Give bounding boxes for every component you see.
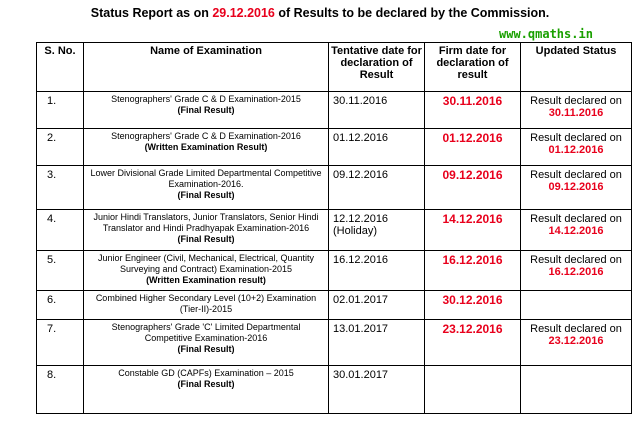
status-report-table [36, 42, 632, 414]
title-suffix: of Results to be declared by the Commission. [274, 6, 550, 20]
exam-name: Stenographers' Grade C & D Examination-2015 [111, 94, 301, 104]
cell-tentative-date: 01.12.2016 [329, 129, 425, 166]
cell-exam [84, 251, 329, 291]
exam-result-type: (Written Examination Result) [144, 142, 268, 152]
exam-name: Junior Engineer (Civil, Mechanical, Electrical, Quantity Surveying and Contract) Examination-2015 [97, 253, 315, 274]
cell-tentative-date: 09.12.2016 [329, 166, 425, 210]
status-text: Result declared on [530, 95, 622, 107]
table-header-row [37, 43, 632, 92]
cell-status [521, 92, 632, 129]
cell-exam [84, 210, 329, 251]
cell-sno: 8. [37, 366, 84, 414]
cell-firm-date: 01.12.2016 [425, 129, 521, 166]
exam-name: Stenographers' Grade C & D Examination-2016 [111, 131, 301, 141]
exam-result-type: (Final Result) [177, 105, 235, 115]
cell-firm-date: 14.12.2016 [425, 210, 521, 251]
exam-name: Constable GD (CAPFs) Examination – 2015 [118, 368, 294, 378]
table-row [37, 166, 632, 210]
cell-tentative-date: 16.12.2016 [329, 251, 425, 291]
column-header-tentative: Tentative date for declaration of Result [329, 43, 425, 92]
cell-firm-date: 30.11.2016 [425, 92, 521, 129]
cell-status [521, 166, 632, 210]
status-date: 09.12.2016 [548, 181, 604, 193]
column-header-status: Updated Status [521, 43, 632, 92]
cell-sno: 7. [37, 320, 84, 366]
cell-tentative-date: 02.01.2017 [329, 291, 425, 320]
cell-tentative-date: 12.12.2016 (Holiday) [329, 210, 425, 251]
cell-firm-date: 30.12.2016 [425, 291, 521, 320]
status-date: 23.12.2016 [548, 335, 604, 347]
cell-status [521, 320, 632, 366]
table-row [37, 251, 632, 291]
exam-result-type: (Final Result) [177, 234, 235, 244]
table-row [37, 366, 632, 414]
exam-result-type: (Final Result) [177, 190, 235, 200]
status-date: 16.12.2016 [548, 266, 604, 278]
cell-exam [84, 366, 329, 414]
status-text: Result declared on [530, 254, 622, 266]
cell-firm-date [425, 366, 521, 414]
column-header-firm: Firm date for declaration of result [425, 43, 521, 92]
status-text: Result declared on [530, 213, 622, 225]
cell-sno: 4. [37, 210, 84, 251]
cell-exam [84, 291, 329, 320]
cell-exam [84, 320, 329, 366]
status-date: 01.12.2016 [548, 144, 604, 156]
cell-sno: 6. [37, 291, 84, 320]
title-date: 29.12.2016 [212, 6, 275, 20]
exam-result-type: (Final Result) [177, 344, 235, 354]
cell-status [521, 366, 632, 414]
page-title [0, 6, 640, 20]
status-date: 30.11.2016 [548, 107, 604, 119]
cell-exam [84, 129, 329, 166]
cell-sno: 5. [37, 251, 84, 291]
cell-exam [84, 166, 329, 210]
table-row [37, 92, 632, 129]
cell-exam [84, 92, 329, 129]
cell-sno: 1. [37, 92, 84, 129]
table-row [37, 129, 632, 166]
status-text: Result declared on [530, 323, 622, 335]
exam-name: Lower Divisional Grade Limited Departmental Competitive Examination-2016. [90, 168, 322, 189]
column-header-exam: Name of Examination [84, 43, 329, 92]
site-watermark: www.qmaths.in [499, 27, 593, 41]
exam-name: Combined Higher Secondary Level (10+2) Examination (Tier-II)-2015 [95, 293, 317, 314]
cell-tentative-date: 30.11.2016 [329, 92, 425, 129]
status-date: 14.12.2016 [548, 225, 604, 237]
exam-name: Junior Hindi Translators, Junior Translators, Senior Hindi Translator and Hindi Pradhyapak Examination-2016 [93, 212, 319, 233]
exam-result-type: (Written Examination result) [146, 275, 266, 285]
cell-tentative-date: 30.01.2017 [329, 366, 425, 414]
cell-sno: 3. [37, 166, 84, 210]
cell-firm-date: 16.12.2016 [425, 251, 521, 291]
table-row [37, 291, 632, 320]
cell-firm-date: 09.12.2016 [425, 166, 521, 210]
cell-status [521, 129, 632, 166]
table-row [37, 320, 632, 366]
exam-name: Stenographers' Grade 'C' Limited Departmental Competitive Examination-2016 [111, 322, 301, 343]
cell-status [521, 251, 632, 291]
cell-tentative-date: 13.01.2017 [329, 320, 425, 366]
status-text: Result declared on [530, 169, 622, 181]
cell-status [521, 291, 632, 320]
cell-firm-date: 23.12.2016 [425, 320, 521, 366]
table-row [37, 210, 632, 251]
status-text: Result declared on [530, 132, 622, 144]
cell-sno: 2. [37, 129, 84, 166]
exam-result-type: (Final Result) [177, 379, 235, 389]
column-header-sno: S. No. [37, 43, 84, 92]
title-prefix: Status Report as on [90, 6, 213, 20]
cell-status [521, 210, 632, 251]
